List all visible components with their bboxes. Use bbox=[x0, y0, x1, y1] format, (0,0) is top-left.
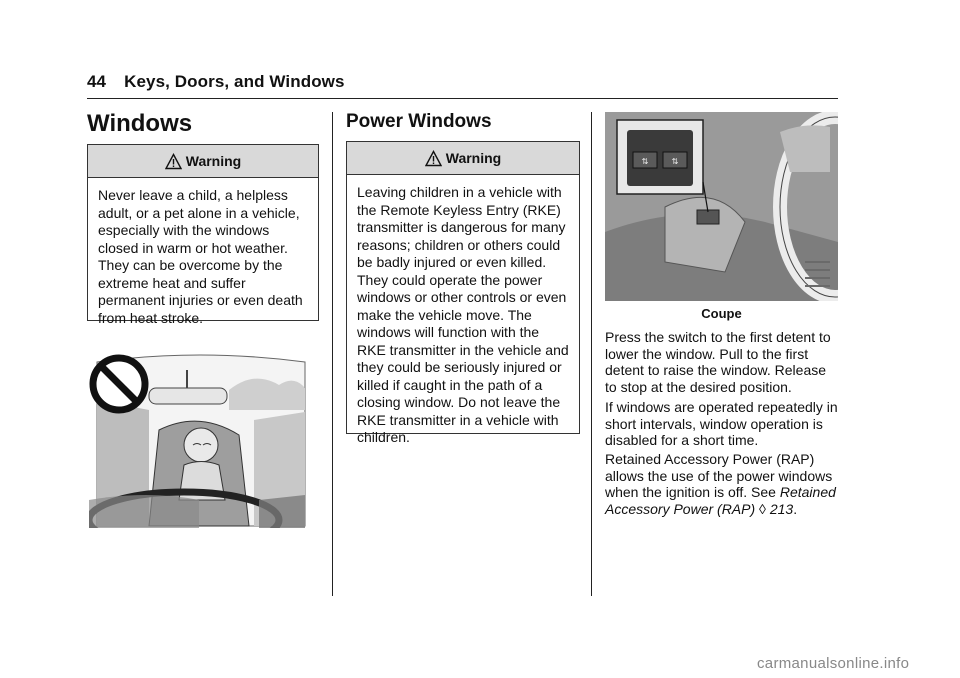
watermark: carmanualsonline.info bbox=[757, 655, 910, 672]
warning-label: Warning bbox=[445, 150, 502, 166]
windows-heading: Windows bbox=[87, 110, 193, 137]
svg-text:⇅: ⇅ bbox=[671, 157, 679, 166]
header-rule bbox=[87, 98, 838, 99]
page-ref-icon: ◊ bbox=[759, 500, 766, 517]
figure-caption: Coupe bbox=[701, 306, 742, 321]
power-windows-heading: Power Windows bbox=[346, 111, 492, 132]
rap-link[interactable]: Retained Accessory Power (RAP) bbox=[605, 484, 836, 517]
warning-header bbox=[347, 142, 579, 175]
page-number: 44 bbox=[87, 72, 107, 91]
warning-text: Never leave a child, a helpless adult, or a pet alone in a vehicle, especially with the windows closed in warm or hot weather. They can be overcome by the extreme heat and suffer permanent injuries or even death from heat stroke. bbox=[98, 187, 303, 326]
rap-text: Retained Accessory Power (RAP) allows the use of the power windows when the ignition is off. See bbox=[605, 451, 833, 500]
warning-icon bbox=[425, 150, 442, 167]
warning-label: Warning bbox=[185, 153, 242, 169]
column-divider-right bbox=[591, 112, 592, 596]
no-entry-icon bbox=[93, 358, 145, 410]
section-title: Keys, Doors, and Windows bbox=[124, 72, 345, 91]
warning-box-power-windows bbox=[346, 141, 580, 445]
paragraph-switch-operation: Press the switch to the first detent to lower the window. Pull to the first detent to raise the window. Release to stop at the desired position. bbox=[605, 329, 831, 395]
warning-header bbox=[88, 145, 318, 178]
rap-page-ref[interactable]: 213 bbox=[769, 500, 794, 517]
column-divider-left bbox=[332, 112, 333, 596]
paragraph-rap bbox=[605, 451, 841, 517]
warning-icon bbox=[165, 153, 182, 170]
warning-text: Leaving children in a vehicle with the Remote Keyless Entry (RKE) transmitter is dangerous for many reasons; children or others could be badly injured or even killed. They could operate the power windows or other controls or even make the vehicle move. The windows will function with the RKE transmitter in the vehicle and they could be seriously injured or killed if caught in the path of a closing window. Do not leave the RKE transmitter in a vehicle with children. bbox=[357, 184, 569, 445]
paragraph-repeated-operation: If windows are operated repeatedly in short intervals, window operation is disabled for a short time. bbox=[605, 399, 838, 448]
svg-text:⇅: ⇅ bbox=[641, 157, 649, 166]
warning-box-windows bbox=[87, 144, 319, 326]
coupe-window-switch-illustration bbox=[605, 112, 838, 301]
child-in-car-illustration bbox=[89, 350, 309, 528]
page-header bbox=[87, 72, 345, 92]
rap-period: . bbox=[793, 500, 798, 517]
